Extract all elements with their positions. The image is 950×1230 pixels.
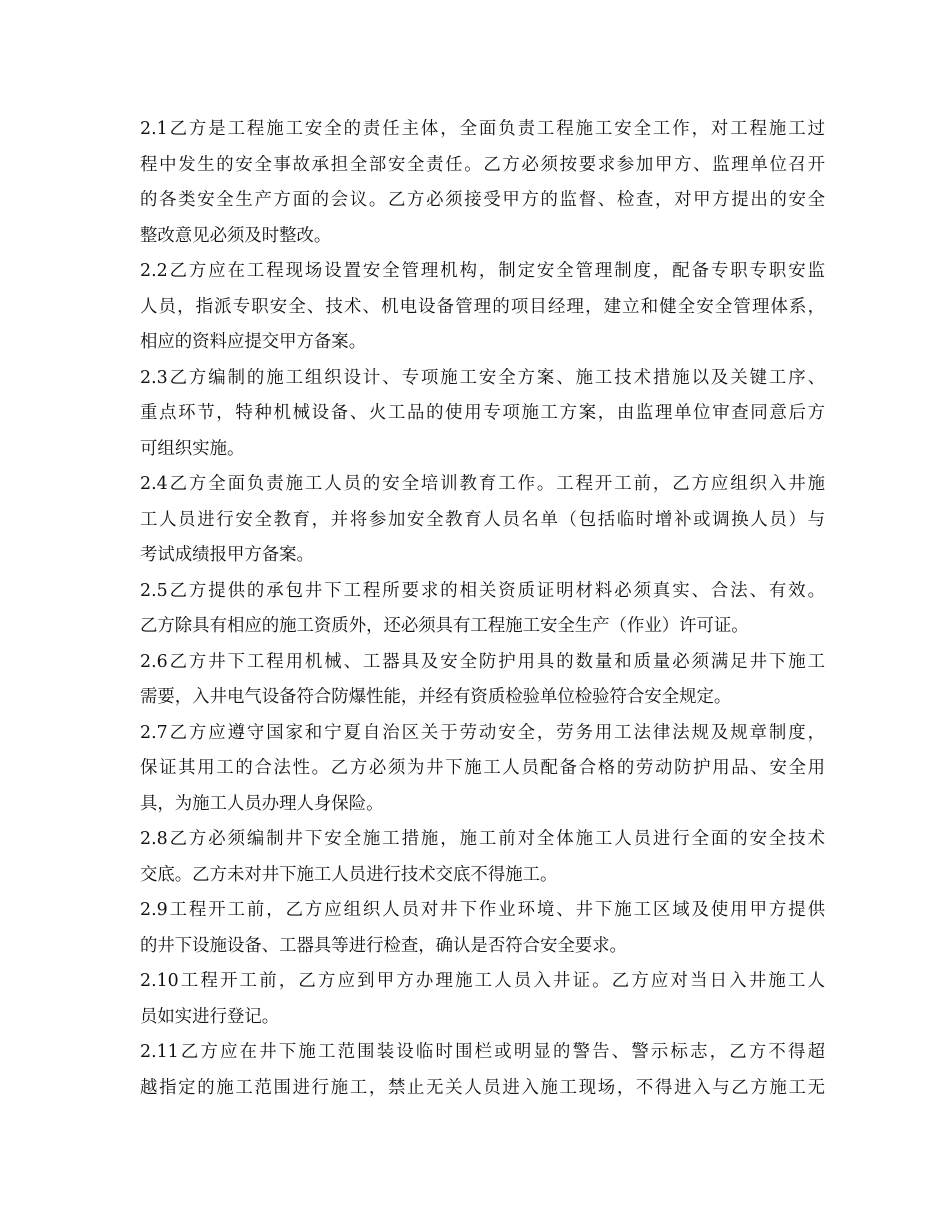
text-line: 相应的资料应提交甲方备案。 xyxy=(140,332,367,352)
text-line: 的井下设施设备、工器具等进行检查，确认是否符合安全要求。 xyxy=(140,935,627,956)
text-line: 保证其用工的合法性。乙方必须为井下施工人员配备合格的劳动防护用品、安全用 xyxy=(140,758,825,778)
text-line: 整改意见必须及时整改。 xyxy=(140,225,332,246)
text-line: 重点环节，特种机械设备、火工品的使用专项施工方案，由监理单位审查同意后方 xyxy=(140,403,825,423)
text-line: 2.4乙方全面负责施工人员的安全培训教育工作。工程开工前，乙方应组织入井施 xyxy=(140,474,825,494)
text-line: 工人员进行安全教育，并将参加安全教育人员名单（包括临时增补或调换人员）与 xyxy=(140,509,825,530)
text-line: 交底。乙方未对井下施工人员进行技术交底不得施工。 xyxy=(140,864,558,885)
text-line: 2.7乙方应遵守国家和宁夏自治区关于劳动安全，劳务用工法律法规及规章制度， xyxy=(140,722,825,743)
text-line: 2.11乙方应在井下施工范围装设临时围栏或明显的警告、警示标志，乙方不得超 xyxy=(140,1042,825,1062)
text-line: 需要，入井电气设备符合防爆性能，并经有资质检验单位检验符合安全规定。 xyxy=(140,687,732,707)
text-line: 可组织实施。 xyxy=(140,438,245,459)
text-line: 2.9工程开工前，乙方应组织人员对井下作业环境、井下施工区域及使用甲方提供 xyxy=(140,900,825,920)
text-line: 2.10工程开工前，乙方应到甲方办理施工人员入井证。乙方应对当日入井施工人 xyxy=(140,971,825,991)
text-line: 2.3乙方编制的施工组织设计、专项施工安全方案、施工技术措施以及关键工序、 xyxy=(140,367,825,388)
text-line: 2.6乙方井下工程用机械、工器具及安全防护用具的数量和质量必须满足井下施工 xyxy=(140,651,825,672)
text-line: 考试成绩报甲方备案。 xyxy=(140,545,314,565)
text-line: 的各类安全生产方面的会议。乙方必须接受甲方的监督、检查，对甲方提出的安全 xyxy=(140,190,825,210)
text-line: 员如实进行登记。 xyxy=(140,1006,280,1027)
document-body xyxy=(140,112,825,1106)
text-line: 2.1乙方是工程施工安全的责任主体，全面负责工程施工安全工作，对工程施工过 xyxy=(140,119,825,139)
text-line: 越指定的施工范围进行施工，禁止无关人员进入施工现场，不得进入与乙方施工无 xyxy=(140,1077,825,1098)
text-line: 2.2乙方应在工程现场设置安全管理机构，制定安全管理制度，配备专职专职安监 xyxy=(140,261,825,281)
text-line: 2.5乙方提供的承包井下工程所要求的相关资质证明材料必须真实、合法、有效。 xyxy=(140,580,825,601)
text-line: 具，为施工人员办理人身保险。 xyxy=(140,793,384,814)
text-line: 人员，指派专职安全、技术、机电设备管理的项目经理，建立和健全安全管理体系， xyxy=(140,296,825,317)
text-line: 2.8乙方必须编制井下安全施工措施，施工前对全体施工人员进行全面的安全技术 xyxy=(140,829,825,849)
text-line: 乙方除具有相应的施工资质外，还必须具有工程施工安全生产（作业）许可证。 xyxy=(140,616,749,636)
text-line: 程中发生的安全事故承担全部安全责任。乙方必须按要求参加甲方、监理单位召开 xyxy=(140,154,825,175)
